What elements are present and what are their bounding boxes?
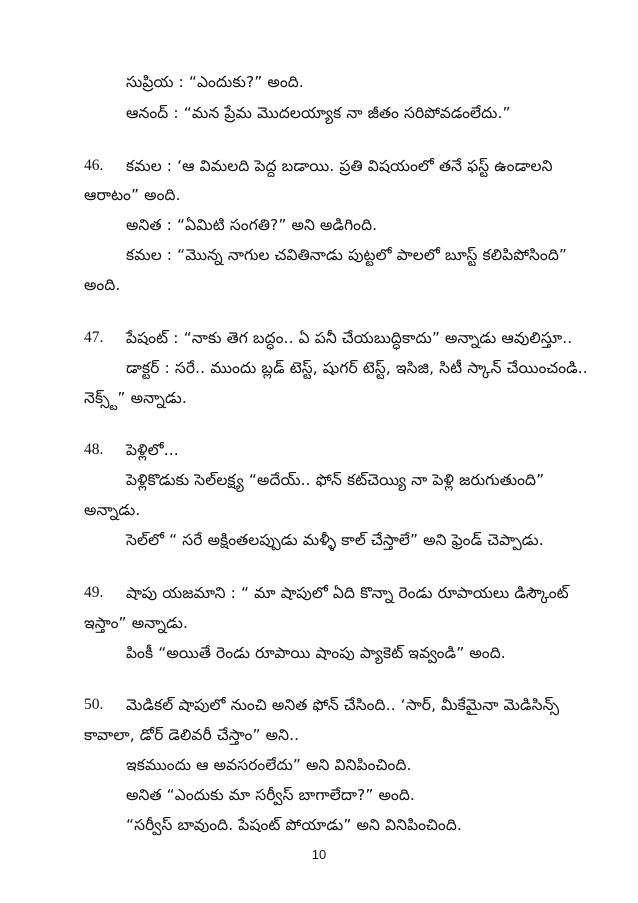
joke-line: పింకీ “అయితే రెండు రూపాయి షాంపు ప్యాకెట్ ఇవ్వండి” అంది. — [126, 643, 506, 662]
intro-line: ఆనంద్ : “మన ప్రేమ మొదలయ్యాక నా జీతం సరిపోవడంలేదు.” — [126, 103, 511, 122]
joke-line: షాపు యజమాని : “ మా షాపులో ఏది కొన్నా రెండు రూపాయలు డిస్కౌంట్ — [126, 583, 569, 602]
intro-line: సుప్రియ : “ఎందుకు?” అంది. — [126, 73, 304, 91]
joke-line: ఆరాటం” అంది. — [84, 186, 181, 205]
joke-line: అన్నాడు. — [84, 501, 141, 520]
joke-line: అనిత “ఎందుకు మా సర్వీస్ బాగాలేదా?” అంది. — [126, 786, 415, 805]
joke-number: 47. — [84, 328, 104, 346]
joke-line: నెక్స్ట్” అన్నాడు. — [84, 388, 187, 407]
joke-line: అంది. — [84, 276, 121, 295]
joke-line: ఇస్తాం” అన్నాడు. — [84, 613, 189, 632]
joke-line: పెళ్లిలో... — [126, 441, 179, 460]
joke-number: 50. — [84, 696, 104, 714]
joke-number: 49. — [84, 583, 104, 601]
joke-line: ఇకముందు ఆ అవసరంలేదు” అని వినిపించింది. — [126, 756, 412, 775]
joke-number: 48. — [84, 441, 104, 459]
joke-line: పేషంట్ : “నాకు తెగ బద్ధం.. ఏ పనీ చేయబుద్ధికాదు” అన్నాడు ఆవులిస్తూ.. — [126, 328, 573, 347]
joke-line: డాక్టర్ : సరే.. ముందు బ్లడ్ టెస్ట్, షుగర్ టెస్ట్, ఇసిజి, సిటీ స్కాన్ చేయించండి.. — [126, 358, 588, 377]
joke-line: “సర్వీస్ బావుంది. పేషంట్ పోయాడు” అని వినిపించింది. — [126, 816, 462, 834]
joke-line: కమల : “మొన్న నాగుల చవితినాడు పుట్టలో పాలలో బూస్ట్ కలిపిపోసింది” — [126, 246, 568, 265]
joke-line: సెల్‌లో “ సరే అక్షింతలప్పుడు మళ్ళీ కాల్ చేస్తాలే” అని ఫ్రెండ్ చెప్పాడు. — [126, 531, 544, 550]
page-number: 10 — [311, 847, 327, 862]
joke-line: మెడికల్ షాపులో నుంచి అనిత ఫోన్ చేసింది.. ‘సార్, మీకేమైనా మెడిసిన్స్ — [126, 696, 560, 715]
joke-line: అనిత : “ఏమిటి సంగతి?” అని అడిగింది. — [126, 216, 378, 235]
joke-line: కావాలా, డోర్ డెలివరీ చేస్తాం” అని.. — [84, 726, 300, 745]
joke-line: కమల : ‘ఆ విమలది పెద్ద బడాయి. ప్రతి విషయంలో తనే ఫస్ట్ ఉండాలని — [126, 156, 553, 175]
joke-number: 46. — [84, 156, 104, 174]
joke-line: పెళ్లికొడుకు సెల్‌లక్ష్య “అదేయ్.. ఫోన్ కట్‌చెయ్యి నా పెళ్లి జరుగుతుంది” — [126, 471, 545, 490]
